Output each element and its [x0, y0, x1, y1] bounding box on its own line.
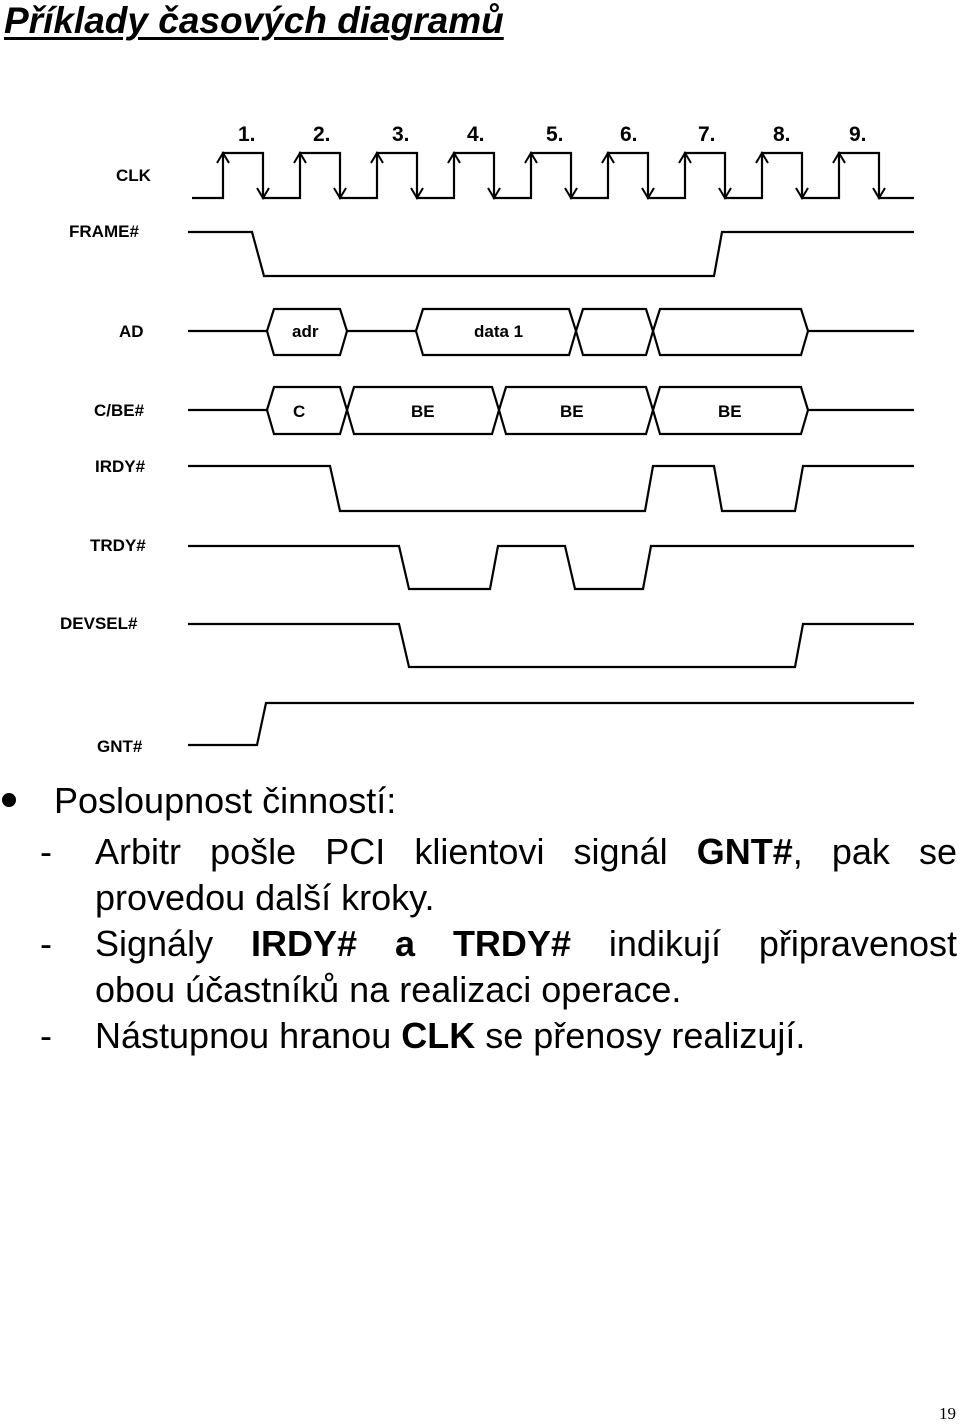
item-2-line-2: obou účastníků na realizaci operace. [95, 969, 682, 1010]
clock-number-4: 4. [467, 123, 485, 146]
bullet-dot-icon [2, 793, 16, 807]
signal-label-irdy: IRDY# [95, 457, 146, 476]
irdy-waveform [188, 466, 914, 511]
clock-number-8: 8. [773, 123, 791, 146]
item-3-line-1 [95, 1013, 805, 1059]
clock-number-9: 9. [849, 123, 867, 146]
signal-label-frame: FRAME# [69, 222, 139, 241]
gnt-waveform [188, 703, 914, 745]
cbe-label-c: C [293, 402, 306, 421]
timing-diagram-svg [42, 118, 918, 760]
trdy-waveform [188, 546, 914, 589]
clk-arrows [257, 168, 885, 198]
ad-label-data1: data 1 [474, 322, 524, 341]
clk-rising-arrows [217, 153, 845, 178]
frame-waveform [188, 232, 914, 276]
clock-number-5: 5. [546, 123, 564, 146]
item-1-line-2: provedou další kroky. [95, 877, 435, 918]
item-3-bold: CLK [401, 1015, 476, 1056]
signal-label-devsel: DEVSEL# [60, 614, 138, 633]
devsel-waveform [188, 624, 914, 667]
item-2-text-b: indikují připravenost [570, 923, 958, 964]
clock-number-3: 3. [392, 123, 410, 146]
ad-label-adr: adr [292, 322, 319, 341]
clock-number-1: 1. [238, 123, 256, 146]
item-2-line-1 [95, 921, 957, 967]
cbe-label-be-1: BE [411, 402, 435, 421]
dash-2: - [40, 923, 52, 964]
clock-number-6: 6. [620, 123, 638, 146]
item-2-text-a: Signály [95, 923, 252, 964]
item-1-bold: GNT# [696, 831, 793, 872]
cbe-label-be-3: BE [718, 402, 742, 421]
clock-number-2: 2. [313, 123, 331, 146]
timing-diagram [42, 118, 918, 760]
item-1-text-b: , pak se [792, 831, 958, 872]
signal-label-trdy: TRDY# [90, 536, 146, 555]
cbe-label-be-2: BE [560, 402, 584, 421]
page-number: 19 [939, 1404, 956, 1423]
signal-label-clk: CLK [116, 166, 151, 185]
signal-label-cbe: C/BE# [94, 401, 145, 420]
dash-1: - [40, 831, 52, 872]
bullet-text: Posloupnost činností: [54, 780, 397, 821]
item-1-line-1 [95, 829, 957, 875]
page-title: Příklady časových diagramů [4, 0, 504, 41]
item-3-text-a: Nástupnou hranou [95, 1015, 402, 1056]
clock-number-7: 7. [698, 123, 716, 146]
signal-label-gnt: GNT# [97, 737, 143, 756]
item-3-text-b: se přenosy realizují. [475, 1015, 806, 1056]
signal-label-ad: AD [119, 322, 144, 341]
dash-3: - [40, 1015, 52, 1056]
item-1-text-a: Arbitr pošle PCI klientovi signál [95, 831, 697, 872]
item-2-bold: IRDY# a TRDY# [251, 923, 571, 964]
